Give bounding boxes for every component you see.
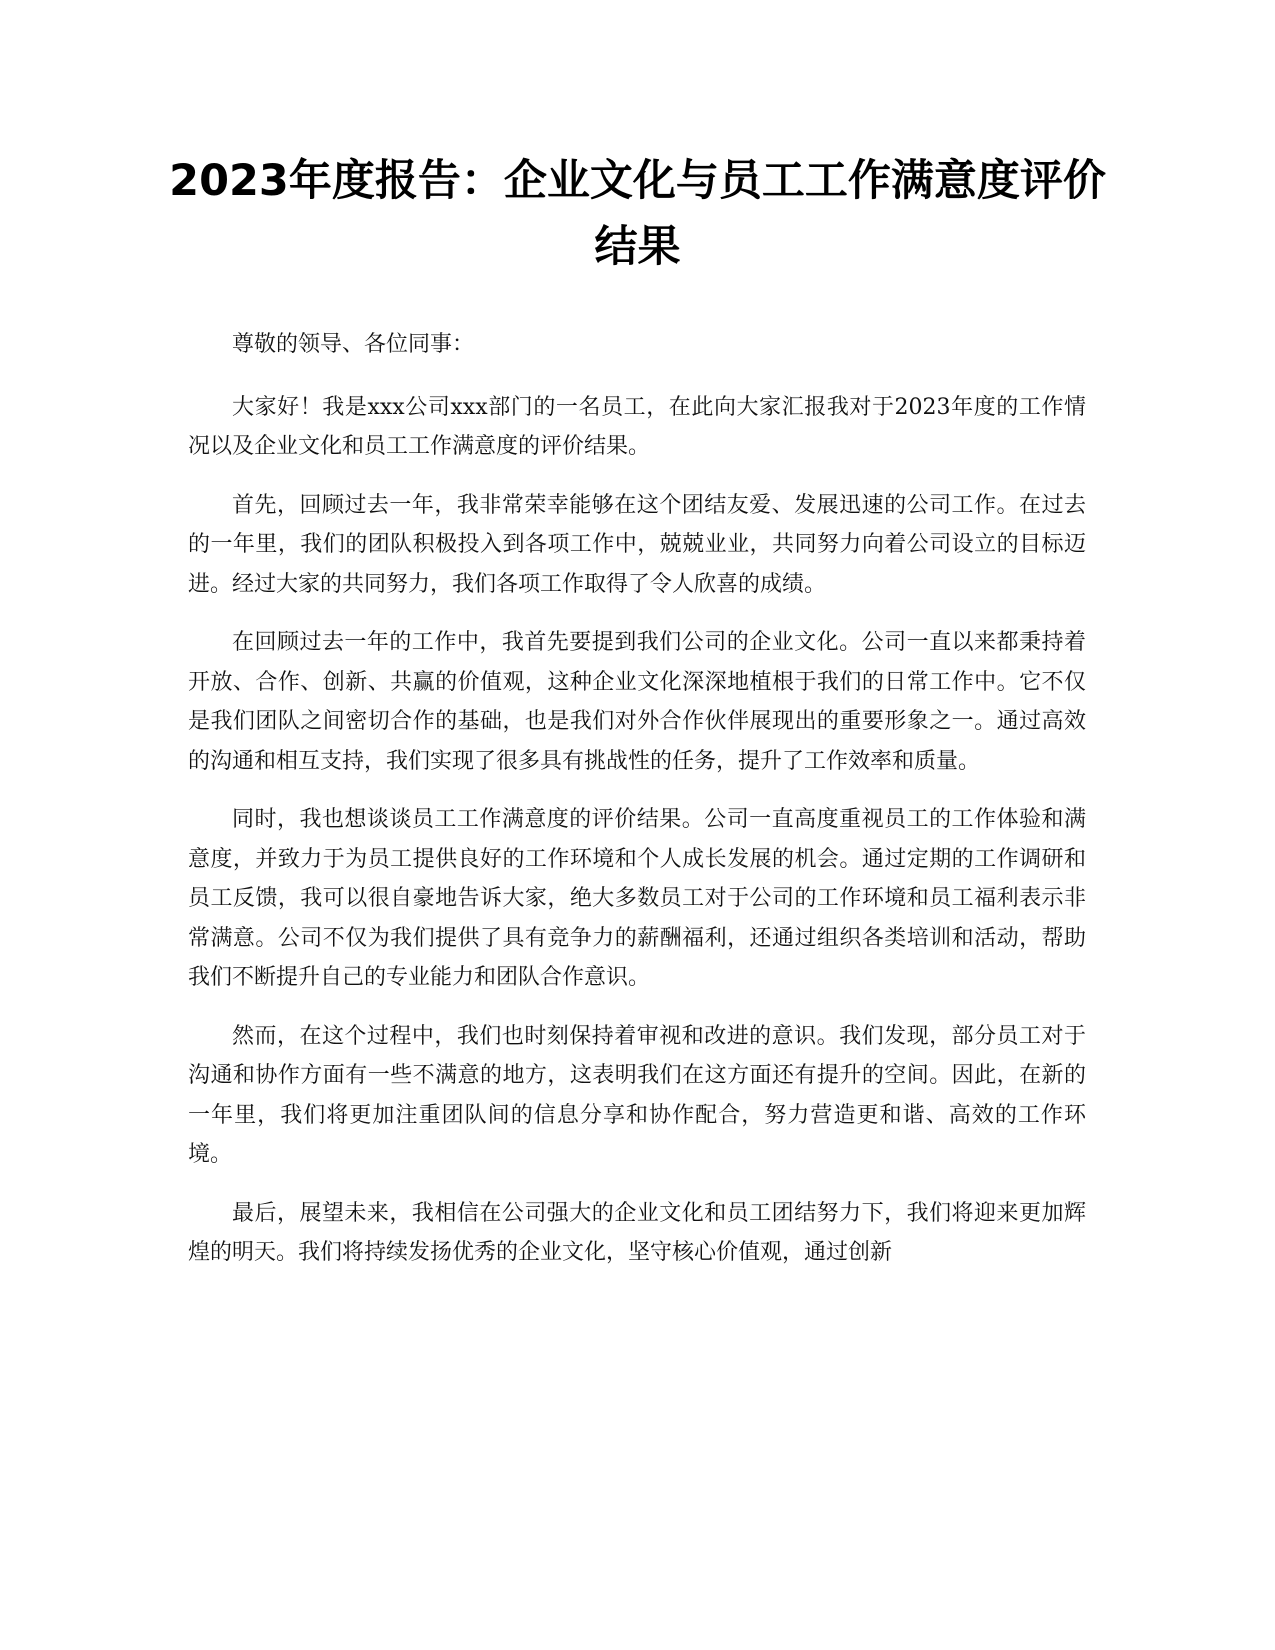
paragraph-satisfaction: 同时，我也想谈谈员工工作满意度的评价结果。公司一直高度重视员工的工作体验和满意度，并致力于为员工提供良好的工作环境和个人成长发展的机会。通过定期的工作调研和员工反馈，我可以很自豪地告诉大家，绝大多数员工对于公司的工作环境和员工福利表示非常满意。公司不仅为我们提供了具有竞争力的薪酬福利，还通过组织各类培训和活动，帮助我们不断提升自己的专业能力和团队合作意识。 bbox=[188, 807, 1086, 990]
paragraph-improvement: 然而，在这个过程中，我们也时刻保持着审视和改进的意识。我们发现，部分员工对于沟通和协作方面有一些不满意的地方，这表明我们在这方面还有提升的空间。因此，在新的一年里，我们将更加注重团队间的信息分享和协作配合，努力营造更和谐、高效的工作环境。 bbox=[188, 1023, 1086, 1167]
document-body bbox=[188, 325, 1086, 1292]
salutation: 尊敬的领导、各位同事： bbox=[232, 332, 475, 357]
paragraph-review: 首先，回顾过去一年，我非常荣幸能够在这个团结友爱、发展迅速的公司工作。在过去的一年里，我们的团队积极投入到各项工作中，兢兢业业，共同努力向着公司设立的目标迈进。经过大家的共同努力，我们各项工作取得了令人欣喜的成绩。 bbox=[188, 492, 1086, 597]
document-title: 2023年度报告：企业文化与员工工作满意度评价结果 bbox=[169, 156, 1106, 272]
paragraph-culture: 在回顾过去一年的工作中，我首先要提到我们公司的企业文化。公司一直以来都秉持着开放、合作、创新、共赢的价值观，这种企业文化深深地植根于我们的日常工作中。它不仅是我们团队之间密切合作的基础，也是我们对外合作伙伴展现出的重要形象之一。通过高效的沟通和相互支持，我们实现了很多具有挑战性的任务，提升了工作效率和质量。 bbox=[188, 630, 1086, 774]
paragraph-outlook: 最后，展望未来，我相信在公司强大的企业文化和员工团结努力下，我们将迎来更加辉煌的明天。我们将持续发扬优秀的企业文化，坚守核心价值观，通过创新 bbox=[188, 1200, 1086, 1265]
paragraph-greeting: 大家好！我是xxx公司xxx部门的一名员工，在此向大家汇报我对于2023年度的工作情况以及企业文化和员工工作满意度的评价结果。 bbox=[188, 394, 1086, 459]
